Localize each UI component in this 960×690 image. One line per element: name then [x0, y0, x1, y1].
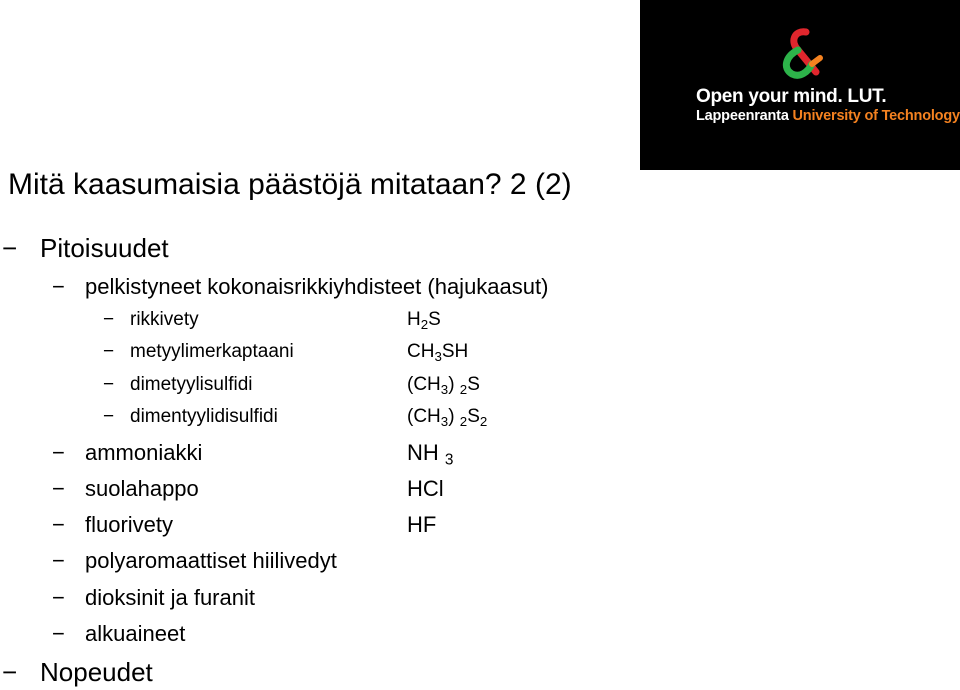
- slide-title: Mitä kaasumaisia päästöjä mitataan? 2 (2): [8, 168, 572, 201]
- compound-name: ammoniakki: [85, 440, 203, 465]
- bullet-dash: −: [2, 233, 18, 263]
- chemical-formula: $(CH_3)$ $_2$S: [407, 374, 480, 397]
- compound-name: rikkivety: [130, 309, 199, 330]
- bullet-dash: −: [52, 512, 65, 537]
- bullet-dash: −: [52, 621, 65, 646]
- compound-name: suolahappo: [85, 476, 199, 501]
- bullet-dash: −: [103, 374, 115, 395]
- compound-name: polyaromaattiset hiilivedyt: [85, 548, 337, 573]
- bullet-dash: −: [103, 341, 115, 362]
- chemical-formula: NH $_3$: [407, 440, 454, 469]
- bullet-dash: −: [52, 476, 65, 501]
- chemical-formula: HF: [407, 512, 437, 537]
- compound-name: dimetyylisulfidi: [130, 374, 253, 395]
- bullet-dash: −: [52, 548, 65, 573]
- bullet-dash: −: [103, 406, 115, 427]
- compound-name: metyylimerkaptaani: [130, 341, 294, 362]
- logo-university-main: Lappeenranta: [696, 108, 793, 124]
- outline-item-nopeudet: Nopeudet: [40, 657, 153, 687]
- compound-name: alkuaineet: [85, 621, 186, 646]
- bullet-dash: −: [52, 585, 65, 610]
- logo-university-name: [696, 108, 960, 124]
- outline-item-pitoisuudet: Pitoisuudet: [40, 233, 169, 263]
- bullet-dash: −: [2, 657, 18, 687]
- university-logo: [640, 0, 960, 170]
- compound-name: dimentyylidisulfidi: [130, 406, 278, 427]
- chemical-formula: $H_2S$: [407, 309, 441, 332]
- bullet-dash: −: [52, 440, 65, 465]
- outline-item-reduced-sulfur: pelkistyneet kokonaisrikkiyhdisteet (hajukaasut): [85, 274, 549, 299]
- logo-tagline: Open your mind. LUT.: [696, 86, 887, 107]
- logo-university-accent: University of Technology: [792, 108, 960, 124]
- bullet-dash: −: [52, 274, 65, 299]
- ampersand-logo-icon: [776, 28, 824, 80]
- chemical-formula: $(CH_3)$ $_2S_2$: [407, 406, 488, 429]
- compound-name: dioksinit ja furanit: [85, 585, 255, 610]
- chemical-formula: HCl: [407, 476, 444, 501]
- chemical-formula: $CH_3SH$: [407, 341, 469, 364]
- bullet-dash: −: [103, 309, 115, 330]
- compound-name: fluorivety: [85, 512, 174, 537]
